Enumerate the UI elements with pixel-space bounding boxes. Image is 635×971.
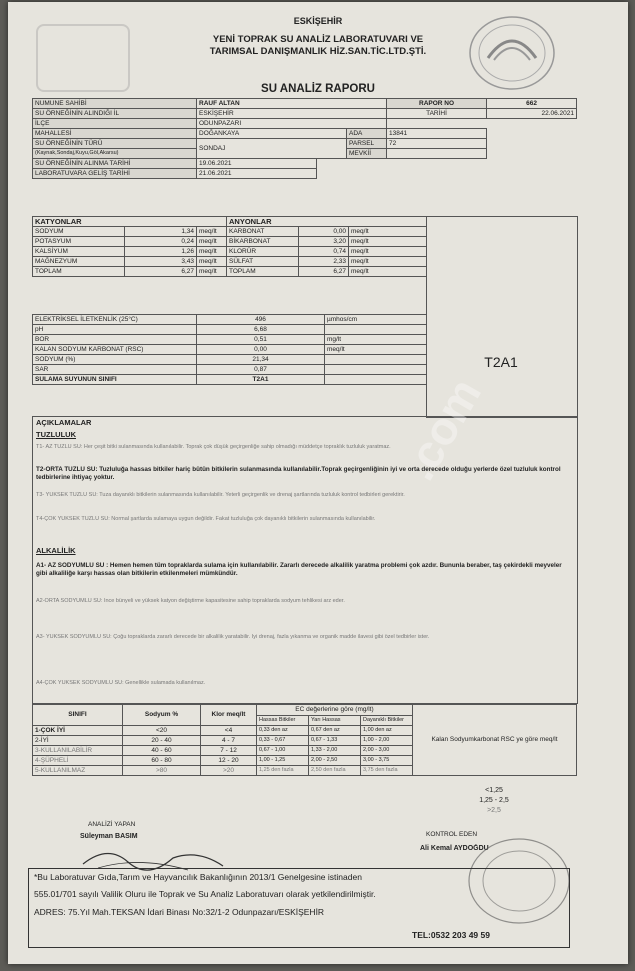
class-row-na: 20 - 40: [123, 736, 201, 746]
tuzluluk-t3: T3- YÜKSEK TUZLU SU: Tuza dayanıklı bitkilerin sulanmasında kullanılabilir. Yeterli geçirgenlik ve drenaj şartlarında tuzluluk kontrol tedbirleri gerektirir.: [36, 492, 405, 498]
class-row-name: 4-ŞÜPHELİ: [33, 756, 123, 766]
rsc-value-2: 1,25 - 2,5: [479, 797, 509, 804]
sub-yari: Yarı Hassas: [309, 715, 361, 726]
alkalilik-a2: A2-ORTA SODYUMLU SU: İnce bünyeli ve yüksek katyon değiştirme kapasitesine sahip topraklarda sodyum tehlikesi arz eder.: [36, 598, 345, 604]
date-label: TARİHİ: [387, 109, 487, 119]
class-row-name: 2-İYİ: [33, 736, 123, 746]
col-klor: Klor meq/lt: [201, 705, 257, 726]
param-unit: [325, 355, 427, 365]
cation-unit: meq/lt: [197, 257, 227, 267]
report-title: SU ANALİZ RAPORU: [261, 83, 375, 95]
anion-value: 3,20: [299, 237, 349, 247]
class-row-e3: 1,00 den az: [361, 726, 413, 736]
anion-name: TOPLAM: [227, 267, 299, 277]
cation-unit: meq/lt: [197, 237, 227, 247]
anion-unit: meq/lt: [349, 267, 427, 277]
class-row-cl: 4 - 7: [201, 736, 257, 746]
class-row-name: 1-ÇOK İYİ: [33, 726, 123, 736]
sub-dayanikli: Dayanıklı Bitkiler: [361, 715, 413, 726]
class-row-na: 40 - 60: [123, 746, 201, 756]
class-row-e3: 1,00 - 2,00: [361, 736, 413, 746]
signature-left-title: ANALİZİ YAPAN: [88, 821, 136, 828]
parsel-label: PARSEL: [347, 139, 387, 149]
footer-phone: TEL:0532 203 49 59: [412, 930, 490, 940]
footer-line1: *Bu Laboratuvar Gıda,Tarım ve Hayvancılık Bakanlığının 2013/1 Genelgesine istinaden: [34, 872, 362, 882]
param-value: 6,68: [197, 325, 325, 335]
gelis-label: LABORATUVARA GELİŞ TARİHİ: [33, 169, 197, 179]
class-row-name: 3-KULLANILABİLİR: [33, 746, 123, 756]
param-unit: µmhos/cm: [325, 315, 427, 325]
class-row-e1: 1,25 den fazla: [257, 766, 309, 776]
alkalilik-a3: A3- YÜKSEK SODYUMLU SU: Çoğu topraklarda zararlı derecede bir alkalilik yaratabilir. İyi drenaj, fazla yıkanma ve organik madde ilavesi gibi özel tedbirler ister.: [36, 634, 430, 640]
report-no-label: RAPOR NO: [387, 99, 487, 109]
signature-right-name: Ali Kemal AYDOĞDU: [420, 845, 489, 852]
header-company-line2: TARIMSAL DANIŞMANLIK HİZ.SAN.TİC.LTD.ŞTİ.: [209, 46, 427, 57]
class-row-e2: 0,67 - 1,33: [309, 736, 361, 746]
rsc-value-3: >2,5: [487, 807, 501, 814]
tur-sublabel: (Kaynak,Sondaj,Kuyu,Göl,Akarsu): [33, 149, 197, 159]
rsc-value-1: <1,25: [485, 787, 503, 794]
param-unit: [325, 325, 427, 335]
anion-unit: meq/lt: [349, 237, 427, 247]
class-row-e2: 2,50 den fazla: [309, 766, 361, 776]
alkalilik-a1: A1- AZ SODYUMLU SU : Hemen hemen tüm topraklarda sulama için kullanılabilir. Zararlı derecede alkalilik yaratma problemi çok azdır. Bununla beraber, taş çekirdekli meyveler gibi alkaliliğe karşı hassas olan bitkilerin etkilenmeleri mümkündür.: [36, 562, 562, 577]
param-unit: [325, 375, 427, 385]
params-table: [32, 314, 427, 385]
cation-name: MAĞNEZYUM: [33, 257, 125, 267]
param-value: 0,87: [197, 365, 325, 375]
class-row-cl: <4: [201, 726, 257, 736]
ilce-label: İLÇE: [33, 119, 197, 129]
owner-value: RAUF ALTAN: [197, 99, 387, 109]
class-row-e1: 1,00 - 1,25: [257, 756, 309, 766]
anion-unit: meq/lt: [349, 257, 427, 267]
cation-name: POTASYUM: [33, 237, 125, 247]
ions-table: [32, 216, 427, 277]
footer-line2: 555.01/701 sayılı Valilik Oluru ile Toprak ve Su Analiz Laboratuvarı olarak yetkilendirilmiştir.: [34, 889, 376, 899]
cation-unit: meq/lt: [197, 227, 227, 237]
footer-address: ADRES: 75.Yıl Mah.TEKSAN İdari Binası No:32/1-2 Odunpazarı/ESKİŞEHİR: [34, 907, 325, 917]
tuzluluk-t1: T1- AZ TUZLU SU: Her çeşit bitki sulanmasında kullanılabilir. Toprak çok düşük geçirgenliğe sahip olmadığı müddetçe topraklık tuzluluk yaratmaz.: [36, 444, 391, 450]
mevki-label: MEVKİİ: [347, 149, 387, 159]
class-row-cl: 12 - 20: [201, 756, 257, 766]
anion-value: 0,74: [299, 247, 349, 257]
param-value: 496: [197, 315, 325, 325]
param-name: ELEKTRİKSEL İLETKENLİK (25°C): [33, 315, 197, 325]
col-rsc: Kalan Sodyumkarbonat RSC ye göre meq/lt: [413, 705, 577, 776]
col-sinifi: SINIFI: [33, 705, 123, 726]
alkalilik-a4: A4-ÇOK YÜKSEK SODYUMLU SU: Genellikle sulamada kullanılmaz.: [36, 680, 206, 686]
tur-value: SONDAJ: [197, 139, 347, 159]
class-row-e2: 1,33 - 2,00: [309, 746, 361, 756]
anion-name: KARBONAT: [227, 227, 299, 237]
ada-label: ADA: [347, 129, 387, 139]
param-name: SAR: [33, 365, 197, 375]
cation-name: SODYUM: [33, 227, 125, 237]
class-row-e3: 3,75 den fazla: [361, 766, 413, 776]
anion-value: 2,33: [299, 257, 349, 267]
anion-value: 6,27: [299, 267, 349, 277]
anion-unit: meq/lt: [349, 227, 427, 237]
param-unit: mg/lt: [325, 335, 427, 345]
alinma-value: 19.06.2021: [197, 159, 317, 169]
signature-right-title: KONTROL EDEN: [426, 831, 478, 838]
cation-value: 1,26: [125, 247, 197, 257]
cation-value: 3,43: [125, 257, 197, 267]
param-name: SODYUM (%): [33, 355, 197, 365]
anions-title: ANYONLAR: [227, 217, 427, 227]
report-no-value: 662: [487, 99, 577, 109]
date-value: 22.06.2021: [487, 109, 577, 119]
mevki-value: [387, 149, 487, 159]
class-criteria-table: [32, 704, 577, 776]
class-row-name: 5-KULLANILMAZ: [33, 766, 123, 776]
tuzluluk-t2: T2-ORTA TUZLU SU: Tuzluluğa hassas bitkiler hariç bütün bitkilerin sulanmasında kullanılabilir.Toprak geçirgenliğinin iyi ve orta derecede olduğu yerlerde özel tuzluluk kontrol tedbirlerine ihtiyaç yoktur.: [36, 466, 561, 481]
mahalle-value: DOĞANKAYA: [197, 129, 347, 139]
owner-label: NUMUNE SAHİBİ: [33, 99, 197, 109]
param-unit: [325, 365, 427, 375]
class-row-cl: >20: [201, 766, 257, 776]
ada-value: 13841: [387, 129, 487, 139]
param-value: 0,51: [197, 335, 325, 345]
cation-unit: meq/lt: [197, 267, 227, 277]
alinma-label: SU ÖRNEĞİNİN ALINMA TARİHİ: [33, 159, 197, 169]
anion-name: BİKARBONAT: [227, 237, 299, 247]
class-result-big: T2A1: [484, 354, 518, 370]
param-name: pH: [33, 325, 197, 335]
mahalle-label: MAHALLESİ: [33, 129, 197, 139]
class-row-e3: 3,00 - 3,75: [361, 756, 413, 766]
param-name: KALAN SODYUM KARBONAT (RSC): [33, 345, 197, 355]
report-paper: [8, 2, 628, 964]
class-row-cl: 7 - 12: [201, 746, 257, 756]
tuzluluk-t4: T4-ÇOK YÜKSEK TUZLU SU: Normal şartlarda sulamaya uygun değildir. Fakat tuzluluğa çok dayanıklı bitkilerin sulanmasında kullanılabilir.: [36, 516, 376, 522]
cation-name: TOPLAM: [33, 267, 125, 277]
class-row-e1: 0,33 den az: [257, 726, 309, 736]
cations-title: KATYONLAR: [33, 217, 227, 227]
class-row-e3: 2,00 - 3,00: [361, 746, 413, 756]
anion-unit: meq/lt: [349, 247, 427, 257]
param-value: T2A1: [197, 375, 325, 385]
class-row-e1: 0,67 - 1,00: [257, 746, 309, 756]
aciklamalar-title: AÇIKLAMALAR: [36, 418, 92, 427]
gelis-value: 21.06.2021: [197, 169, 317, 179]
header-company-line1: YENİ TOPRAK SU ANALİZ LABORATUVARI VE: [212, 34, 424, 45]
param-value: 21,34: [197, 355, 325, 365]
parsel-value: 72: [387, 139, 487, 149]
class-row-na: <20: [123, 726, 201, 736]
alkalilik-title: ALKALİLİK: [36, 546, 76, 555]
tuzluluk-title: TUZLULUK: [36, 430, 76, 439]
class-row-e1: 0,33 - 0,67: [257, 736, 309, 746]
class-row-e2: 2,00 - 2,50: [309, 756, 361, 766]
anion-name: KLORÜR: [227, 247, 299, 257]
header-city: ESKİŞEHİR: [293, 16, 343, 26]
ilce-value: ODUNPAZARI: [197, 119, 387, 129]
cation-value: 0,24: [125, 237, 197, 247]
anion-name: SÜLFAT: [227, 257, 299, 267]
il-value: ESKİŞEHİR: [197, 109, 387, 119]
watermark: .com: [392, 369, 492, 489]
param-unit: meq/lt: [325, 345, 427, 355]
class-row-na: 60 - 80: [123, 756, 201, 766]
param-name: SULAMA SUYUNUN SINIFI: [33, 375, 197, 385]
cation-name: KALSİYUM: [33, 247, 125, 257]
col-sodyum: Sodyum %: [123, 705, 201, 726]
col-ec: EC değerlerine göre (mg/lt): [257, 705, 413, 716]
sample-info-table: [32, 98, 577, 179]
param-name: BOR: [33, 335, 197, 345]
param-value: 0,00: [197, 345, 325, 355]
class-row-e2: 0,67 den az: [309, 726, 361, 736]
cation-value: 1,34: [125, 227, 197, 237]
sub-hassas: Hassas Bitkiler: [257, 715, 309, 726]
anion-value: 0,00: [299, 227, 349, 237]
cation-unit: meq/lt: [197, 247, 227, 257]
class-row-na: >80: [123, 766, 201, 776]
il-label: SU ÖRNEĞİNİN ALINDIĞI İL: [33, 109, 197, 119]
cation-value: 6,27: [125, 267, 197, 277]
signature-left-name: Süleyman BASIM: [80, 833, 138, 840]
tur-label: SU ÖRNEĞİNİN TÜRÜ: [33, 139, 197, 149]
